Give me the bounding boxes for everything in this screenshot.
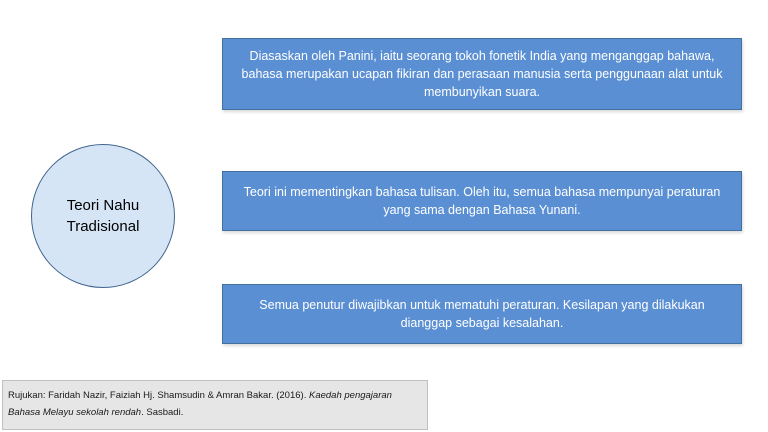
reference-suffix: . Sasbadi. (141, 407, 184, 418)
description-text-3: Semua penutur diwajibkan untuk mematuhi peraturan. Kesilapan yang dilakukan dianggap sebagai kesalahan. (259, 298, 705, 330)
description-box-3 (222, 284, 742, 344)
center-label (48, 195, 158, 237)
description-box-1 (222, 38, 742, 110)
center-label-line1: Teori Nahu (66, 197, 140, 214)
center-ellipse (31, 144, 175, 288)
reference-box (2, 380, 428, 430)
reference-prefix: Rujukan: Faridah Nazir, Faiziah Hj. Shamsudin & Amran Bakar. (2016). (8, 390, 309, 401)
center-label-line2: Tradisional (66, 218, 140, 235)
reference-title: Kaedah pengajaran Bahasa Melayu sekolah rendah (8, 390, 392, 418)
description-text-2: Teori ini mementingkan bahasa tulisan. Oleh itu, semua bahasa mempunyai peraturan yang sama dengan Bahasa Yunani. (243, 185, 721, 217)
description-text-1: Diasaskan oleh Panini, iaitu seorang tokoh fonetik India yang menganggap bahawa, bahasa merupakan ucapan fikiran dan perasaan manusia serta penggunaan alat untuk membunyikan suara. (241, 49, 723, 99)
description-box-2 (222, 171, 742, 231)
